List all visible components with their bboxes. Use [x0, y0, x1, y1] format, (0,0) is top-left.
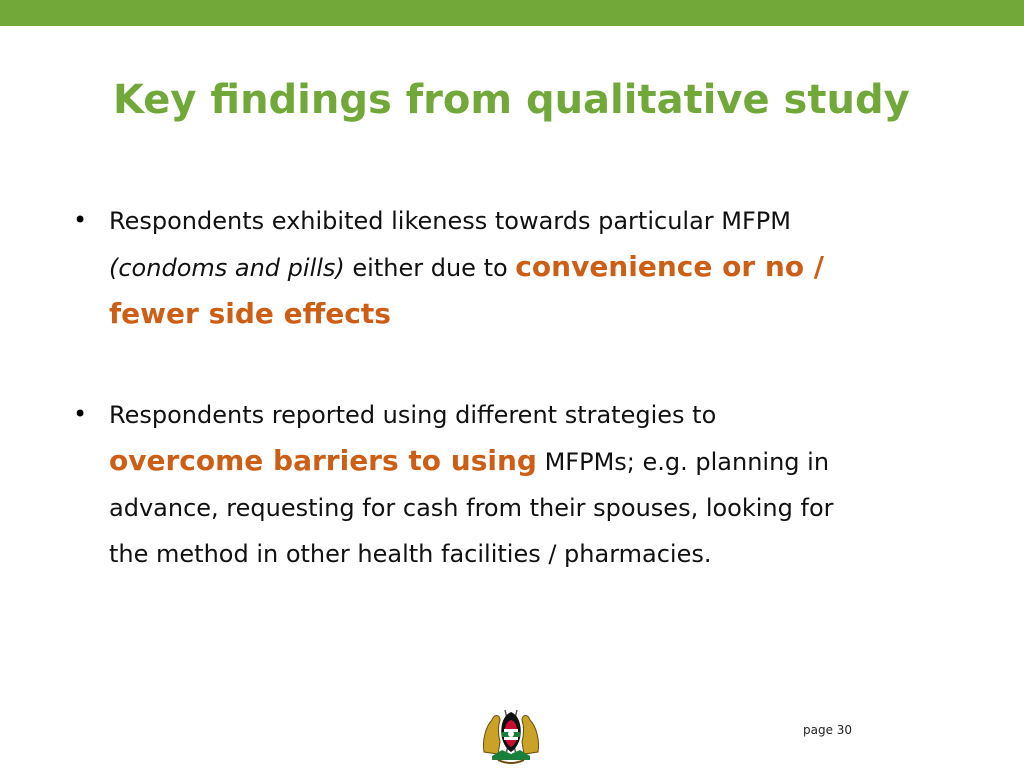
bullet-dot-icon: • — [73, 206, 88, 234]
bullet-2-line-3: advance, requesting for cash from their spouses, looking for — [109, 494, 834, 522]
bullet-2-emphasis: overcome barriers to using — [109, 444, 537, 477]
bullet-2-line-4: the method in other health facilities / pharmacies. — [109, 540, 712, 568]
bullet-1-line-2 — [109, 244, 959, 291]
coat-of-arms-icon — [478, 700, 544, 766]
bullet-2-line-1: Respondents reported using different strategies to — [109, 401, 717, 429]
page-number: page 30 — [803, 723, 853, 737]
bullet-2-rest-a: MFPMs; e.g. planning in — [536, 448, 830, 476]
top-accent-bar — [0, 0, 1024, 26]
bullet-1-emphasis-a: convenience or no / — [515, 250, 825, 283]
bullet-2-text — [109, 392, 959, 577]
bullet-1-plain: either due to — [344, 254, 516, 282]
bullet-dot-icon: • — [73, 400, 88, 428]
slide-title: Key findings from qualitative study — [113, 77, 910, 123]
bullet-1-italic: (condoms and pills) — [109, 254, 345, 282]
bullet-1-line-1: Respondents exhibited likeness towards particular MFPM — [109, 207, 791, 235]
bullet-1-text — [109, 198, 959, 337]
bullet-1-emphasis-b: fewer side effects — [109, 297, 391, 330]
bullet-2-line-2 — [109, 438, 959, 485]
